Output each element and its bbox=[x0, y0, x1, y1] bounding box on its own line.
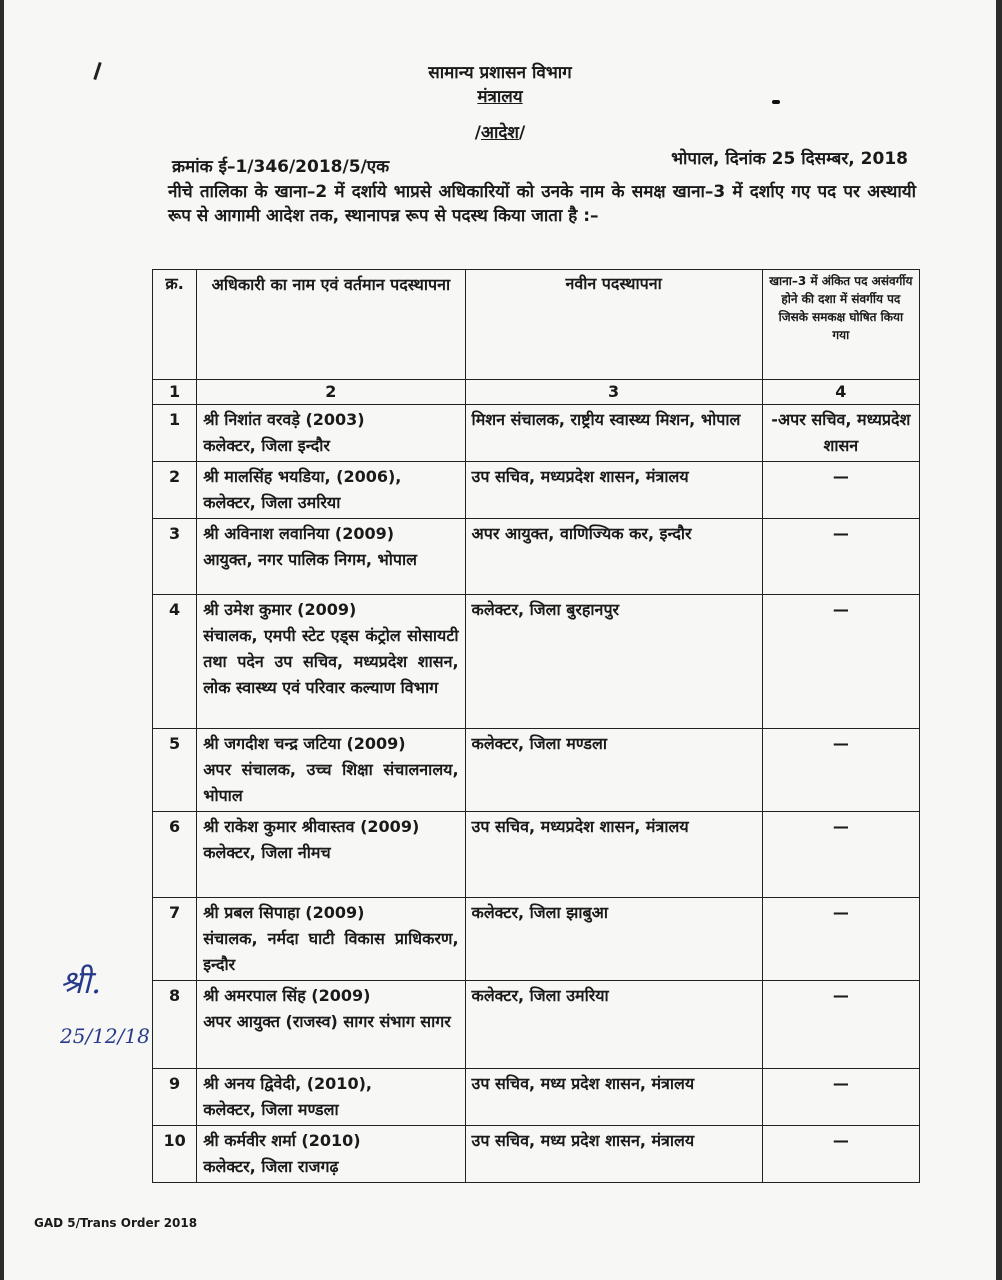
row-equivalent: — bbox=[762, 1069, 919, 1126]
row-sn: 6 bbox=[153, 812, 197, 898]
row-new-posting: अपर आयुक्त, वाणिज्यिक कर, इन्दौर bbox=[465, 519, 762, 595]
table-row bbox=[153, 405, 920, 462]
row-new-posting: उप सचिव, मध्यप्रदेश शासन, मंत्रालय bbox=[465, 812, 762, 898]
row-sn: 7 bbox=[153, 898, 197, 981]
officer-current-posting: अपर आयुक्त (राजस्व) सागर संभाग सागर bbox=[203, 1012, 451, 1031]
row-sn: 1 bbox=[153, 405, 197, 462]
officer-name: श्री अविनाश लवानिया (2009) bbox=[203, 524, 395, 543]
officer-name: श्री अमरपाल सिंह (2009) bbox=[203, 986, 371, 1005]
officer-name: श्री उमेश कुमार (2009) bbox=[203, 600, 357, 619]
officer-current-posting: कलेक्टर, जिला मण्डला bbox=[203, 1100, 339, 1119]
officer-current-posting: अपर संचालक, उच्च शिक्षा संचालनालय, भोपाल bbox=[203, 760, 459, 805]
officer-name: श्री प्रबल सिपाहा (2009) bbox=[203, 903, 365, 922]
row-equivalent: — bbox=[762, 462, 919, 519]
header-sn: क्र. bbox=[153, 270, 197, 380]
footer-code: GAD 5/Trans Order 2018 bbox=[34, 1216, 198, 1230]
row-equivalent: — bbox=[762, 1126, 919, 1183]
row-officer bbox=[197, 812, 465, 898]
order-date: भोपाल, दिनांक 25 दिसम्बर, 2018 bbox=[671, 149, 908, 169]
row-sn: 9 bbox=[153, 1069, 197, 1126]
col-number: 1 bbox=[153, 380, 197, 405]
table-row bbox=[153, 519, 920, 595]
row-officer bbox=[197, 1126, 465, 1183]
table-row bbox=[153, 462, 920, 519]
col-number: 3 bbox=[465, 380, 762, 405]
row-sn: 2 bbox=[153, 462, 197, 519]
handwritten-date: 25/12/18 bbox=[60, 1024, 150, 1048]
officer-current-posting: आयुक्त, नगर पालिक निगम, भोपाल bbox=[203, 550, 417, 569]
table-header-row bbox=[153, 270, 920, 380]
row-officer bbox=[197, 981, 465, 1069]
row-new-posting: मिशन संचालक, राष्ट्रीय स्वास्थ्य मिशन, भोपाल bbox=[465, 405, 762, 462]
order-title-text: आदेश bbox=[481, 123, 519, 143]
table-row bbox=[153, 898, 920, 981]
officer-current-posting: कलेक्टर, जिला उमरिया bbox=[203, 493, 341, 512]
officer-name: श्री मालसिंह भयडिया, (2006), bbox=[203, 467, 402, 486]
officer-name: श्री कर्मवीर शर्मा (2010) bbox=[203, 1131, 361, 1150]
officer-current-posting: संचालक, एमपी स्टेट एड्स कंट्रोल सोसायटी तथा पदेन उप सचिव, मध्यप्रदेश शासन, लोक स्वास्थ्य एवं परिवार कल्याण विभाग bbox=[203, 626, 459, 697]
row-new-posting: कलेक्टर, जिला उमरिया bbox=[465, 981, 762, 1069]
officer-name: श्री अनय द्विवेदी, (2010), bbox=[203, 1074, 372, 1093]
handwritten-initials: श्री. bbox=[60, 963, 102, 1001]
row-equivalent: — bbox=[762, 812, 919, 898]
row-officer bbox=[197, 462, 465, 519]
row-sn: 4 bbox=[153, 595, 197, 729]
col-number: 4 bbox=[762, 380, 919, 405]
officer-name: श्री जगदीश चन्द्र जटिया (2009) bbox=[203, 734, 406, 753]
table-row bbox=[153, 981, 920, 1069]
ministry-heading: मंत्रालय bbox=[477, 87, 523, 107]
row-equivalent: — bbox=[762, 729, 919, 812]
row-officer bbox=[197, 729, 465, 812]
row-new-posting: कलेक्टर, जिला मण्डला bbox=[465, 729, 762, 812]
row-officer bbox=[197, 1069, 465, 1126]
row-officer bbox=[197, 595, 465, 729]
table-row bbox=[153, 595, 920, 729]
officer-current-posting: कलेक्टर, जिला नीमच bbox=[203, 843, 331, 862]
column-number-row bbox=[153, 380, 920, 405]
row-officer bbox=[197, 898, 465, 981]
row-new-posting: उप सचिव, मध्यप्रदेश शासन, मंत्रालय bbox=[465, 462, 762, 519]
row-officer bbox=[197, 405, 465, 462]
row-new-posting: उप सचिव, मध्य प्रदेश शासन, मंत्रालय bbox=[465, 1126, 762, 1183]
officer-current-posting: कलेक्टर, जिला इन्दौर bbox=[203, 436, 330, 455]
document-page bbox=[4, 0, 996, 1280]
header-equivalent: खाना–3 में अंकित पद असंवर्गीय होने की दशा में संवर्गीय पद जिसके समकक्ष घोषित किया गया bbox=[762, 270, 919, 380]
row-new-posting: उप सचिव, मध्य प्रदेश शासन, मंत्रालय bbox=[465, 1069, 762, 1126]
header-new-posting: नवीन पदस्थापना bbox=[465, 270, 762, 380]
row-sn: 5 bbox=[153, 729, 197, 812]
row-equivalent: — bbox=[762, 898, 919, 981]
department-heading: सामान्य प्रशासन विभाग bbox=[428, 63, 572, 83]
col-number: 2 bbox=[197, 380, 465, 405]
row-sn: 10 bbox=[153, 1126, 197, 1183]
row-equivalent: -अपर सचिव, मध्यप्रदेश शासन bbox=[762, 405, 919, 462]
reference-number: क्रमांक ई–1/346/2018/5/एक bbox=[172, 157, 390, 177]
table-row bbox=[153, 812, 920, 898]
row-sn: 8 bbox=[153, 981, 197, 1069]
row-new-posting: कलेक्टर, जिला बुरहानपुर bbox=[465, 595, 762, 729]
table-row bbox=[153, 1126, 920, 1183]
officer-name: श्री राकेश कुमार श्रीवास्तव (2009) bbox=[203, 817, 420, 836]
row-sn: 3 bbox=[153, 519, 197, 595]
order-title: /आदेश/ bbox=[474, 123, 526, 143]
officer-current-posting: कलेक्टर, जिला राजगढ़ bbox=[203, 1157, 339, 1176]
table-row bbox=[153, 729, 920, 812]
header-officer: अधिकारी का नाम एवं वर्तमान पदस्थापना bbox=[197, 270, 465, 380]
row-officer bbox=[197, 519, 465, 595]
officer-current-posting: संचालक, नर्मदा घाटी विकास प्राधिकरण, इन्दौर bbox=[203, 929, 459, 974]
table-row bbox=[153, 1069, 920, 1126]
row-new-posting: कलेक्टर, जिला झाबुआ bbox=[465, 898, 762, 981]
intro-paragraph: नीचे तालिका के खाना–2 में दर्शाये भाप्रसे अधिकारियों को उनके नाम के समक्ष खाना–3 में दर्शाए गए पद पर अस्थायी रूप से आगामी आदेश तक, स्थानापन्न रूप से पदस्थ किया जाता है :– bbox=[168, 182, 916, 226]
posting-table bbox=[152, 269, 920, 1183]
row-equivalent: — bbox=[762, 595, 919, 729]
officer-name: श्री निशांत वरवड़े (2003) bbox=[203, 410, 365, 429]
row-equivalent: — bbox=[762, 981, 919, 1069]
row-equivalent: — bbox=[762, 519, 919, 595]
